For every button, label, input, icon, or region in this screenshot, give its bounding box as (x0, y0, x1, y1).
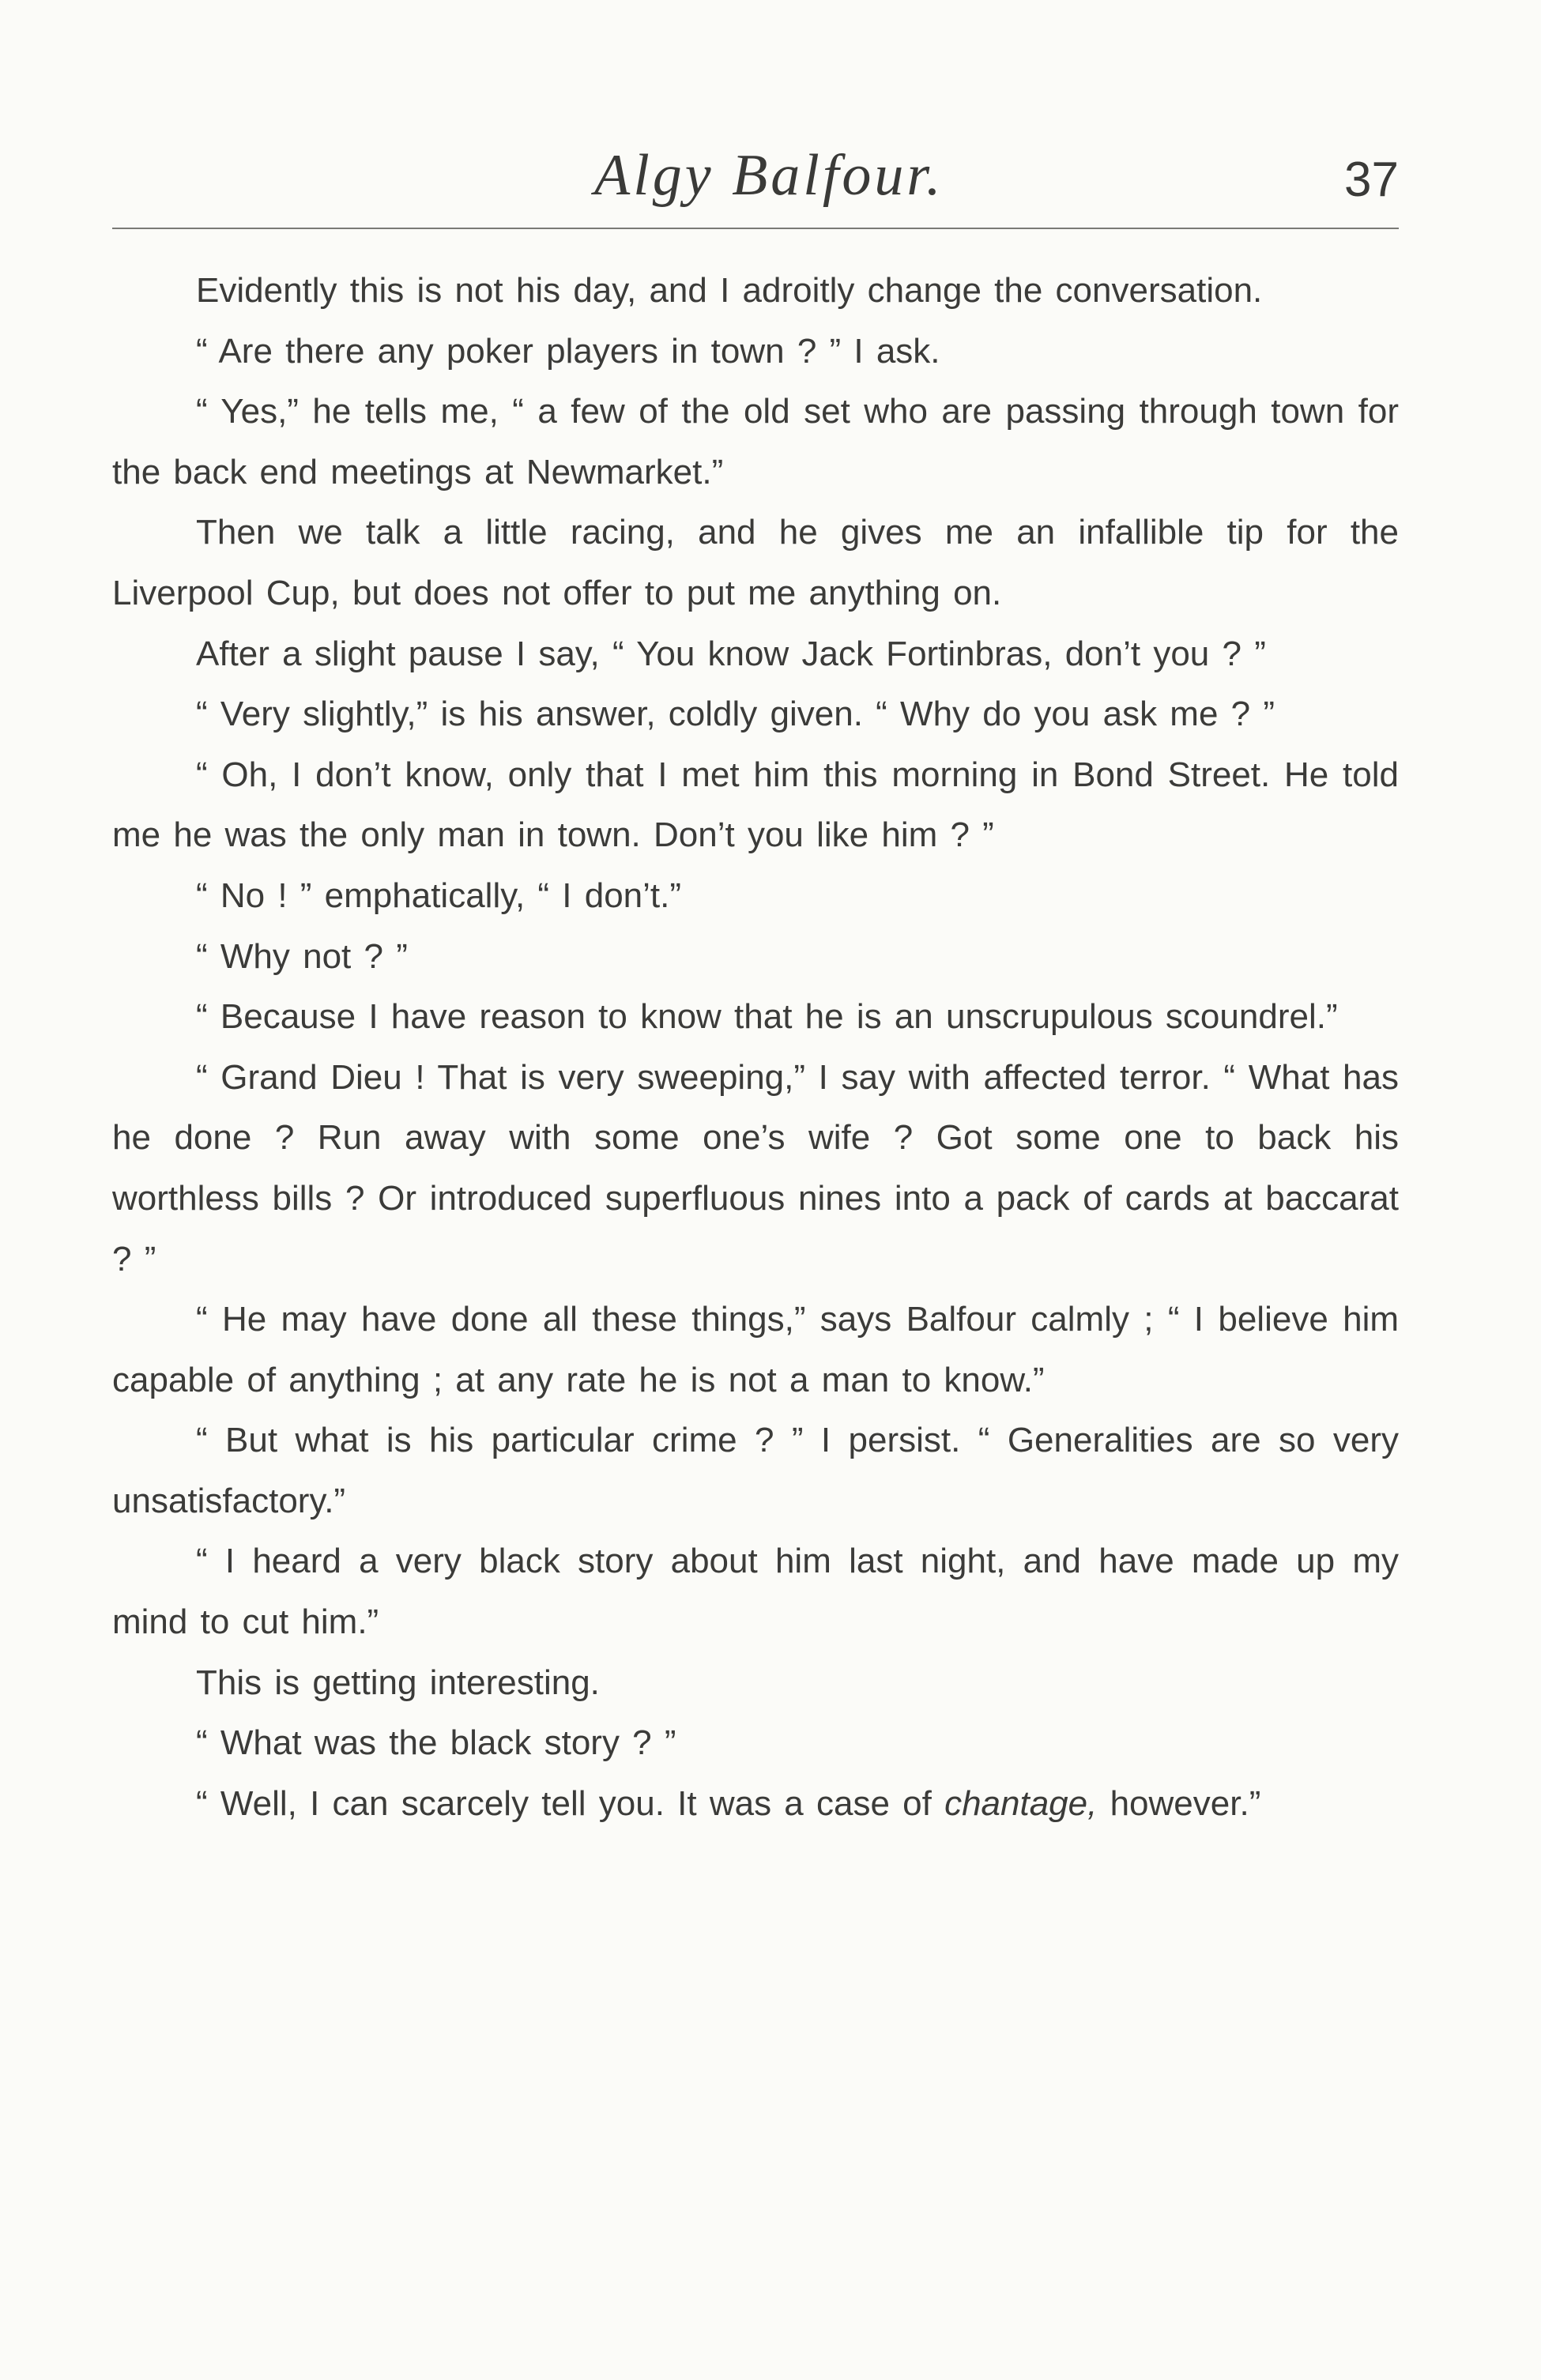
paragraph: Evidently this is not his day, and I adroitly change the conversation. (196, 271, 1263, 310)
paragraph: “ He may have done all these things,” says Balfour calmly ; “ I believe him capable of anything ; at any rate he is not a man to know.” (112, 1300, 1399, 1399)
paragraph: “ Why not ? ” (196, 936, 408, 976)
page-number: 37 (1344, 153, 1399, 207)
text-run: “ Well, I can scarcely tell you. It was a case of (196, 1783, 945, 1823)
paragraph: “ Are there any poker players in town ? ” I ask. (196, 331, 940, 371)
paragraph: “ No ! ” emphatically, “ I don’t.” (196, 876, 682, 915)
paragraph: This is getting interesting. (196, 1663, 600, 1702)
body-text (112, 261, 1399, 1834)
header-rule (112, 228, 1399, 229)
paragraph: Then we talk a little racing, and he gives me an infallible tip for the Liverpool Cup, but does not offer to put me anything on. (112, 513, 1399, 612)
paragraph: “ Grand Dieu ! That is very sweeping,” I say with affected terror. “ What has he done ? Run away with some one’s wife ? Got some one to back his worthless bills ? Or introduced superfluous nines into a pack of cards at baccarat ? ” (112, 1057, 1399, 1278)
running-title: Algy Balfour. (594, 143, 944, 208)
paragraph: “ I heard a very black story about him last night, and have made up my mind to cut him.” (112, 1542, 1399, 1642)
paragraph: “ Very slightly,” is his answer, coldly given. “ Why do you ask me ? ” (196, 695, 1275, 734)
paragraph: “ What was the black story ? ” (196, 1723, 676, 1763)
paragraph: After a slight pause I say, “ You know Jack Fortinbras, don’t you ? ” (196, 634, 1266, 673)
text-run: however.” (1097, 1783, 1261, 1823)
paragraph: “ Oh, I don’t know, only that I met him this morning in Bond Street. He told me he was the only man in town. Don’t you like him ? ” (112, 755, 1399, 855)
paragraph: “ Because I have reason to know that he is an unscrupulous scoundrel.” (196, 997, 1338, 1037)
paragraph-last (112, 1774, 1399, 1835)
running-head (0, 134, 1541, 213)
paragraph: “ Yes,” he tells me, “ a few of the old set who are passing through town for the back end meetings at Newmarket.” (112, 392, 1399, 491)
italic-word: chantage, (944, 1783, 1098, 1823)
paragraph: “ But what is his particular crime ? ” I persist. “ Generalities are so very unsatisfactory.” (112, 1421, 1399, 1520)
